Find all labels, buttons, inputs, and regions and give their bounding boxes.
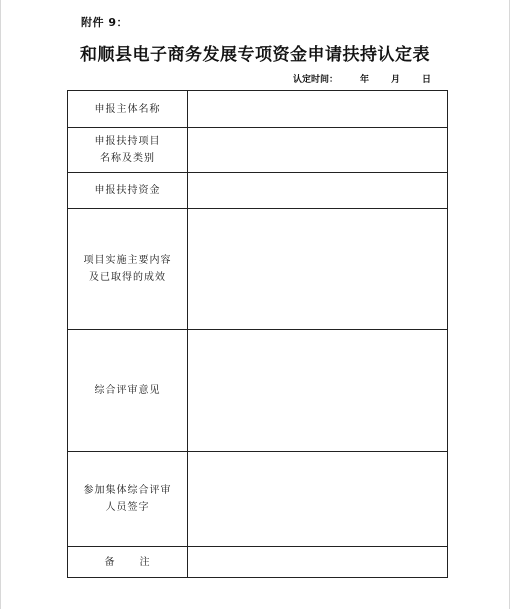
support-funds-field[interactable] [188,173,448,209]
reviewer-signature-label: 参加集体综合评审 人员签字 [68,452,188,547]
date-month: 月 [390,75,400,85]
reviewer-signature-field[interactable] [188,452,448,547]
date-day: 日 [421,75,431,85]
support-funds-label: 申报扶持资金 [68,173,188,209]
project-name-category-label: 申报扶持项目 名称及类别 [68,128,188,173]
review-opinion-label: 综合评审意见 [68,330,188,452]
date-label: 认定时间： [292,75,338,85]
remarks-label: 备 注 [68,547,188,578]
project-name-category-field[interactable] [188,128,448,173]
table-row [68,91,448,128]
table-row [68,330,448,452]
applicant-name-label: 申报主体名称 [68,91,188,128]
table-row [68,547,448,578]
certification-date-line [293,72,431,85]
table-row [68,209,448,330]
table-row [68,452,448,547]
review-opinion-field[interactable] [188,330,448,452]
document-title: 和顺县电子商务发展专项资金申请扶持认定表 [80,45,430,65]
table-row [68,128,448,173]
project-content-results-field[interactable] [188,209,448,330]
applicant-name-field[interactable] [188,91,448,128]
date-year: 年 [359,75,369,85]
project-content-results-label: 项目实施主要内容 及已取得的成效 [68,209,188,330]
table-row [68,173,448,209]
certification-form-table [67,90,448,578]
remarks-field[interactable] [188,547,448,578]
attachment-number: 附件 9： [81,16,128,29]
